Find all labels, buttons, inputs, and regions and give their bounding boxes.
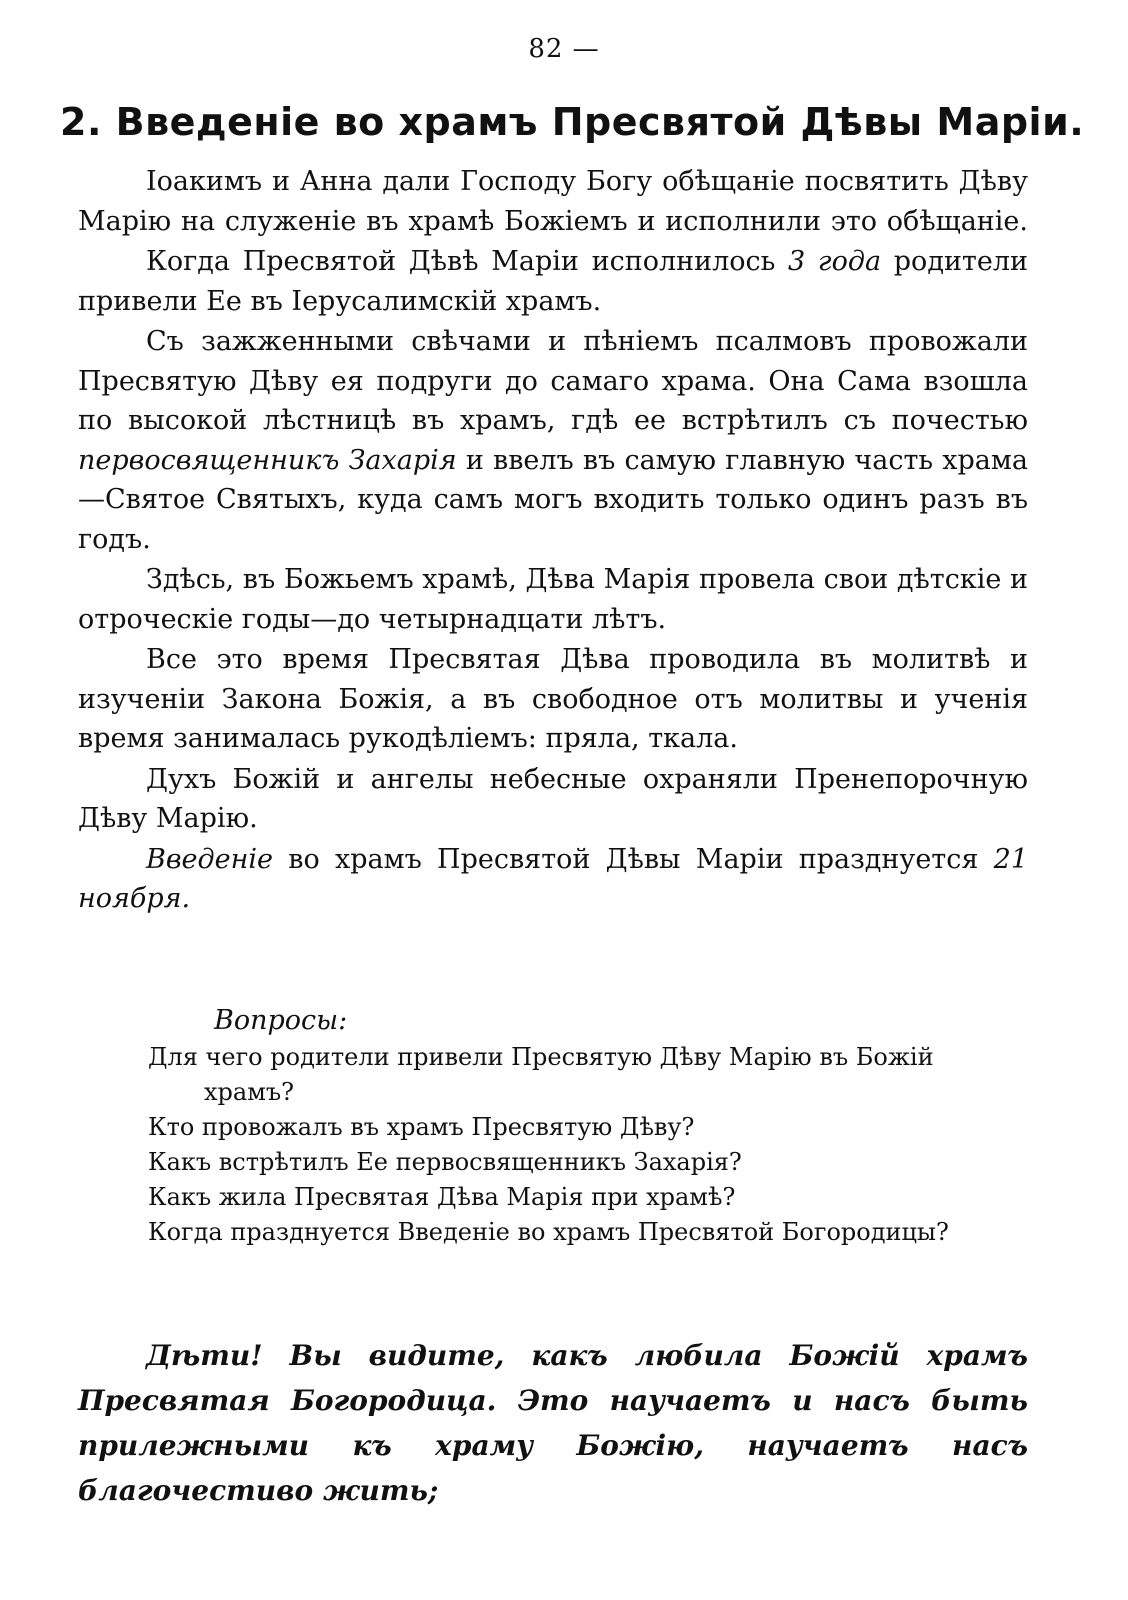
paragraph-6: Духъ Божій и ангелы небесные охраняли Пренепорочную Дѣву Марію.: [78, 763, 1028, 834]
page-number: 82 —: [528, 34, 600, 64]
emphasis-feast: Введеніе: [146, 843, 274, 875]
paragraph-1: Іоакимъ и Анна дали Господу Богу обѣщаніе посвятить Дѣву Марію на служеніе въ храмѣ Божіемъ и исполнили это обѣщаніе.: [78, 166, 1028, 237]
paragraph-4: Здѣсь, въ Божьемъ храмѣ, Дѣва Марія провела свои дѣтскіе и отроческіе годы—до четырнадцати лѣтъ.: [78, 564, 1028, 635]
question-item: Кто провожалъ въ храмъ Пресвятую Дѣву?: [148, 1113, 695, 1141]
paragraph-2: Когда Пресвятой Дѣвѣ Маріи исполнилось 3 года родители привели Ее въ Іерусалимскій храмъ.: [78, 246, 1028, 317]
closing-paragraph: Дѣти! Вы видите, какъ любила Божій храмъ Пресвятая Богородица. Это научаетъ и насъ быть прилежными къ храму Божію, научаетъ насъ благочестиво жить;: [78, 1339, 1028, 1507]
question-item: Для чего родители привели Пресвятую Дѣву Марію въ Божій храмъ?: [148, 1043, 934, 1106]
questions-heading: Вопросы:: [214, 1005, 348, 1036]
emphasis-zachariah: первосвященникъ Захарія: [78, 444, 457, 476]
chapter-body: [78, 162, 1028, 920]
question-item: Какъ встрѣтилъ Ее первосвященникъ Захарія?: [148, 1148, 742, 1176]
paragraph-5: Все это время Пресвятая Дѣва проводила въ молитвѣ и изученіи Закона Божія, а въ свободное отъ молитвы и ученія время занималась рукодѣліемъ: пряла, ткала.: [78, 644, 1028, 754]
chapter-title: 2. Введеніе во храмъ Пресвятой Дѣвы Маріи.: [60, 100, 1085, 144]
emphasis-age: 3 года: [788, 246, 882, 277]
emphasis-date: 21 ноября.: [78, 843, 1028, 914]
closing-exhortation: [78, 1333, 1028, 1513]
paragraph-3: Съ зажженными свѣчами и пѣніемъ псалмовъ провожали Пресвятую Дѣву ея подруги до самаго храма. Она Сама взошла по высокой лѣстницѣ въ храмъ, гдѣ ее встрѣтилъ съ почестью первосвященникъ Захарія и ввелъ въ самую главную часть храма—Святое Святыхъ, куда самъ могъ входить только одинъ разъ въ годъ.: [78, 326, 1028, 555]
paragraph-7: Введеніе во храмъ Пресвятой Дѣвы Маріи празднуется 21 ноября.: [78, 843, 1028, 914]
questions-section: [148, 1003, 1028, 1250]
question-item: Какъ жила Пресвятая Дѣва Марія при храмѣ?: [148, 1183, 736, 1211]
question-item: Когда празднуется Введеніе во храмъ Пресвятой Богородицы?: [148, 1218, 949, 1246]
